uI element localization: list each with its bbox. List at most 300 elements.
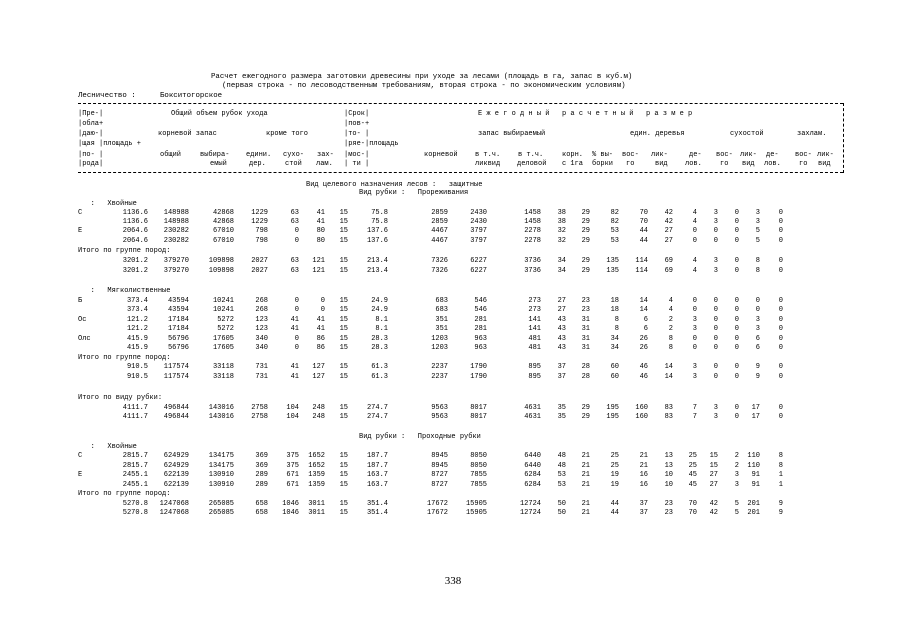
table-cell: 42 [664, 218, 673, 226]
table-cell: 41 [316, 218, 325, 226]
table-cell: 3 [692, 316, 697, 324]
table-cell: 201 [747, 509, 760, 517]
header-cell: |даю-| [78, 130, 104, 138]
table-cell: 2237 [431, 363, 448, 371]
table-cell: 546 [474, 297, 487, 305]
table-cell: 0 [778, 363, 783, 371]
table-cell: 0 [778, 404, 783, 412]
table-cell: 15 [339, 481, 348, 489]
table-cell: 53 [610, 227, 619, 235]
table-cell: 1 [778, 471, 783, 479]
table-cell: 63 [290, 267, 299, 275]
table-cell: 117574 [163, 363, 189, 371]
header-cell: в т.ч. [475, 151, 501, 159]
table-cell: 0 [713, 325, 718, 333]
table-cell: 35 [557, 413, 566, 421]
table-cell: 3797 [470, 237, 487, 245]
table-cell: 32 [557, 227, 566, 235]
table-cell: 683 [435, 306, 448, 314]
table-cell: 44 [639, 237, 648, 245]
table-cell: 369 [255, 452, 268, 460]
table-cell: 42868 [212, 209, 234, 217]
table-cell: 86 [316, 335, 325, 343]
table-cell: 26 [639, 344, 648, 352]
table-cell: 21 [639, 452, 648, 460]
header-cell: лам. [316, 160, 333, 168]
table-cell: 75.8 [371, 209, 388, 217]
table-cell: 123 [255, 325, 268, 333]
table-cell: 121.2 [126, 316, 148, 324]
table-cell: 17672 [426, 509, 448, 517]
table-cell: 19 [610, 481, 619, 489]
table-cell: 6227 [470, 257, 487, 265]
table-cell: 69 [664, 267, 673, 275]
table-cell: 0 [778, 413, 783, 421]
table-cell: 41 [290, 373, 299, 381]
table-cell: 0 [778, 218, 783, 226]
table-cell: 15 [339, 344, 348, 352]
table-cell: 268 [255, 306, 268, 314]
table-cell: 148988 [163, 209, 189, 217]
table-cell: 28 [581, 373, 590, 381]
table-cell: 53 [610, 237, 619, 245]
table-cell: 0 [713, 335, 718, 343]
table-cell: 135 [606, 257, 619, 265]
table-cell: 15 [339, 335, 348, 343]
table-cell: 109898 [208, 267, 234, 275]
table-cell: 798 [255, 237, 268, 245]
table-cell: 141 [528, 316, 541, 324]
table-cell: 23 [664, 509, 673, 517]
header-cell: вид [818, 160, 831, 168]
table-cell: 671 [286, 481, 299, 489]
table-cell: 2430 [470, 209, 487, 217]
table-cell: 622139 [163, 481, 189, 489]
table-cell: 2064.6 [122, 237, 148, 245]
table-cell: 53 [557, 471, 566, 479]
table-cell: 117574 [163, 373, 189, 381]
table-cell: 213.4 [366, 267, 388, 275]
table-cell: 0 [734, 325, 739, 333]
table-cell: 187.7 [366, 462, 388, 470]
table-cell: 16 [639, 471, 648, 479]
table-cell: 14 [664, 363, 673, 371]
table-cell: 9 [778, 500, 783, 508]
header-cell: един. деревья [630, 130, 685, 138]
table-cell: 496844 [163, 404, 189, 412]
header-cell: корневой запас [158, 130, 217, 138]
table-cell: 34 [610, 344, 619, 352]
table-cell: 28 [581, 363, 590, 371]
report-subtitle: (первая строка - по лесоводственным требованиям, вторая строка - по экономическим условиям) [222, 82, 626, 90]
table-cell: 910.5 [126, 373, 148, 381]
table-cell: 3011 [308, 500, 325, 508]
table-cell: 44 [610, 500, 619, 508]
header-cell: Общий объем рубок ухода [171, 110, 268, 118]
table-cell: 248 [312, 404, 325, 412]
table-cell: 41 [316, 316, 325, 324]
table-cell: 1229 [251, 218, 268, 226]
table-cell: 23 [581, 297, 590, 305]
table-cell: 5 [755, 237, 760, 245]
table-cell: 3 [734, 481, 739, 489]
table-cell: 373.4 [126, 306, 148, 314]
table-cell: 21 [639, 462, 648, 470]
table-cell: 0 [713, 306, 718, 314]
table-cell: 496844 [163, 413, 189, 421]
section-purpose: Вид целевого назначения лесов : защитные [306, 181, 483, 189]
header-cell: вос- [716, 151, 733, 159]
table-cell: 289 [255, 481, 268, 489]
group-name: : Хвойные [78, 443, 137, 451]
table-cell: 195 [606, 413, 619, 421]
table-cell: 0 [734, 344, 739, 352]
table-cell: 25 [610, 462, 619, 470]
table-cell: 46 [639, 363, 648, 371]
table-cell: 1458 [524, 218, 541, 226]
header-cell: лов. [685, 160, 702, 168]
table-cell: 25 [688, 462, 697, 470]
table-cell: 4 [668, 306, 673, 314]
section-felling-type: Вид рубки : Проходные рубки [359, 433, 481, 441]
table-cell: 622139 [163, 471, 189, 479]
table-cell: 14 [664, 373, 673, 381]
table-cell: 8.1 [375, 316, 388, 324]
table-cell: 265085 [208, 500, 234, 508]
header-cell: лик- [651, 151, 668, 159]
table-cell: 0 [713, 344, 718, 352]
table-cell: 63 [290, 218, 299, 226]
table-cell: 274.7 [366, 404, 388, 412]
table-cell: 15 [339, 209, 348, 217]
table-cell: 135 [606, 267, 619, 275]
table-cell: 3 [755, 325, 760, 333]
table-cell: 4631 [524, 413, 541, 421]
table-cell: 2859 [431, 209, 448, 217]
table-cell: 3011 [308, 509, 325, 517]
table-cell: 83 [664, 413, 673, 421]
table-cell: 8 [668, 335, 673, 343]
table-cell: 50 [557, 500, 566, 508]
header-cell: вид [655, 160, 668, 168]
table-cell: 17605 [212, 344, 234, 352]
table-cell: 0 [692, 335, 697, 343]
table-cell: 160 [635, 404, 648, 412]
table-cell: 0 [734, 373, 739, 381]
table-cell: 67010 [212, 227, 234, 235]
table-cell: 31 [581, 316, 590, 324]
table-cell: 31 [581, 344, 590, 352]
table-cell: 6284 [524, 471, 541, 479]
table-cell: 5272 [217, 316, 234, 324]
table-cell: 2455.1 [122, 471, 148, 479]
header-cell: вос- [622, 151, 639, 159]
table-cell: 45 [688, 481, 697, 489]
table-cell: 137.6 [366, 227, 388, 235]
table-cell: 0 [734, 267, 739, 275]
table-cell: 281 [474, 325, 487, 333]
table-cell: 3 [692, 363, 697, 371]
table-cell: 44 [639, 227, 648, 235]
table-cell: 0 [294, 227, 299, 235]
group-total-label: Итого по группе пород: [78, 247, 171, 255]
table-cell: 163.7 [366, 481, 388, 489]
report-title: Расчет ежегодного размера заготовки древесины при уходе за лесами (площадь в га, запас в куб.м) [211, 73, 633, 81]
table-cell: 82 [610, 209, 619, 217]
table-cell: 1046 [282, 500, 299, 508]
table-cell: 481 [528, 344, 541, 352]
header-cell: |обла+ [78, 120, 104, 128]
table-cell: 37 [639, 500, 648, 508]
table-cell: 7855 [470, 481, 487, 489]
header-cell: деловой [517, 160, 547, 168]
table-cell: 0 [713, 297, 718, 305]
header-cell: с 1га [562, 160, 584, 168]
table-cell: 24.9 [371, 297, 388, 305]
table-cell: 2027 [251, 267, 268, 275]
table-cell: 4 [692, 218, 697, 226]
felling-total-label: Итого по виду рубки: [78, 394, 163, 402]
table-cell: 8017 [470, 413, 487, 421]
table-cell: 0 [692, 227, 697, 235]
header-cell: |мос-| [344, 151, 370, 159]
table-cell: 0 [778, 306, 783, 314]
header-cell: лов. [764, 160, 781, 168]
table-cell: 1247068 [159, 509, 189, 517]
table-cell: 0 [734, 335, 739, 343]
table-cell: 15 [339, 452, 348, 460]
table-cell: 70 [639, 218, 648, 226]
species-code: Е [78, 471, 83, 479]
header-cell: корневой [424, 151, 458, 159]
table-cell: 4 [692, 209, 697, 217]
table-cell: 63 [290, 257, 299, 265]
table-cell: 91 [751, 471, 760, 479]
table-cell: 70 [639, 209, 648, 217]
table-cell: 2237 [431, 373, 448, 381]
group-name: : Хвойные [78, 200, 137, 208]
header-cell: |Пре-| [78, 110, 104, 118]
table-cell: 7855 [470, 471, 487, 479]
header-cell: | ти | [344, 160, 370, 168]
table-cell: 56796 [167, 335, 189, 343]
table-cell: 29 [581, 218, 590, 226]
table-cell: 27 [557, 297, 566, 305]
header-cell: дер. [249, 160, 266, 168]
page-number: 338 [444, 575, 462, 587]
table-cell: 3 [713, 218, 718, 226]
table-cell: 10241 [212, 297, 234, 305]
table-cell: 265085 [208, 509, 234, 517]
table-cell: 8017 [470, 404, 487, 412]
table-cell: 15 [339, 471, 348, 479]
table-cell: 8945 [431, 462, 448, 470]
table-cell: 9 [755, 363, 760, 371]
table-cell: 5 [734, 500, 739, 508]
table-cell: 104 [286, 413, 299, 421]
table-cell: 963 [474, 344, 487, 352]
table-cell: 375 [286, 452, 299, 460]
table-cell: 0 [294, 335, 299, 343]
table-cell: 8727 [431, 481, 448, 489]
table-cell: 37 [639, 509, 648, 517]
table-cell: 25 [688, 452, 697, 460]
table-cell: 104 [286, 404, 299, 412]
table-cell: 15 [709, 462, 718, 470]
table-cell: 41 [290, 316, 299, 324]
table-cell: 6 [643, 325, 648, 333]
table-cell: 34 [610, 335, 619, 343]
table-cell: 27 [664, 237, 673, 245]
table-cell: 0 [294, 297, 299, 305]
table-cell: 130910 [208, 471, 234, 479]
table-cell: 0 [778, 267, 783, 275]
table-cell: 110 [747, 452, 760, 460]
table-cell: 82 [610, 218, 619, 226]
table-cell: 60 [610, 363, 619, 371]
table-cell: 43 [557, 325, 566, 333]
table-cell: 38 [557, 218, 566, 226]
table-cell: 15 [339, 237, 348, 245]
table-cell: 86 [316, 344, 325, 352]
table-cell: 8.1 [375, 325, 388, 333]
table-cell: 8 [614, 325, 619, 333]
table-cell: 121 [312, 267, 325, 275]
table-cell: 5270.8 [122, 500, 148, 508]
table-cell: 3 [755, 316, 760, 324]
species-code: Олс [78, 335, 91, 343]
table-cell: 29 [581, 237, 590, 245]
header-cell: сухо- [283, 151, 305, 159]
table-cell: 80 [316, 237, 325, 245]
species-code: С [78, 452, 83, 460]
table-cell: 248 [312, 413, 325, 421]
table-cell: 37 [557, 373, 566, 381]
table-cell: 0 [778, 257, 783, 265]
table-cell: 1359 [308, 481, 325, 489]
table-cell: 0 [294, 344, 299, 352]
table-cell: 70 [688, 509, 697, 517]
table-cell: 0 [778, 325, 783, 333]
header-cell: вос- [795, 151, 812, 159]
table-cell: 2 [734, 462, 739, 470]
table-cell: 1203 [431, 344, 448, 352]
table-cell: 0 [734, 257, 739, 265]
table-cell: 15 [339, 404, 348, 412]
table-cell: 0 [734, 297, 739, 305]
table-cell: 109898 [208, 257, 234, 265]
table-cell: 351 [435, 325, 448, 333]
table-cell: 201 [747, 500, 760, 508]
table-cell: 0 [692, 237, 697, 245]
table-cell: 44 [610, 509, 619, 517]
table-cell: 895 [528, 373, 541, 381]
header-cell: |Срок| [344, 110, 370, 118]
table-cell: 114 [635, 267, 648, 275]
table-cell: 379270 [163, 267, 189, 275]
table-cell: 0 [734, 316, 739, 324]
table-cell: 340 [255, 335, 268, 343]
table-cell: 8 [778, 452, 783, 460]
table-cell: 75.8 [371, 218, 388, 226]
header-cell: зах- [317, 151, 334, 159]
table-cell: 0 [734, 413, 739, 421]
table-cell: 38 [557, 209, 566, 217]
forestry-label: Лесничество : [78, 92, 136, 100]
table-cell: 41 [316, 325, 325, 333]
table-cell: 0 [778, 227, 783, 235]
table-cell: 213.4 [366, 257, 388, 265]
table-cell: 10 [664, 471, 673, 479]
table-cell: 61.3 [371, 363, 388, 371]
table-cell: 415.9 [126, 335, 148, 343]
table-cell: 2278 [524, 227, 541, 235]
table-cell: 2758 [251, 404, 268, 412]
table-cell: 23 [664, 500, 673, 508]
header-cell: выбира- [200, 151, 230, 159]
header-cell: общий [160, 151, 182, 159]
table-cell: 37 [557, 363, 566, 371]
table-cell: 27 [709, 471, 718, 479]
table-cell: 7 [692, 404, 697, 412]
table-cell: 2758 [251, 413, 268, 421]
table-cell: 3736 [524, 257, 541, 265]
table-cell: 2815.7 [122, 462, 148, 470]
header-cell: кроме того [266, 130, 309, 138]
table-cell: 15 [339, 373, 348, 381]
table-cell: 80 [316, 227, 325, 235]
table-cell: 0 [734, 363, 739, 371]
table-cell: 33118 [212, 373, 234, 381]
table-cell: 12724 [519, 509, 541, 517]
table-cell: 3 [755, 209, 760, 217]
table-cell: 26 [639, 335, 648, 343]
table-cell: 0 [778, 316, 783, 324]
table-cell: 3 [755, 218, 760, 226]
table-cell: 0 [692, 344, 697, 352]
header-frame-right [843, 103, 844, 173]
table-cell: 9563 [431, 413, 448, 421]
header-cell: сухостой [730, 130, 764, 138]
table-cell: 17672 [426, 500, 448, 508]
table-cell: 1136.6 [122, 209, 148, 217]
table-cell: 15 [339, 325, 348, 333]
table-cell: 121.2 [126, 325, 148, 333]
table-cell: 29 [581, 413, 590, 421]
table-cell: 32 [557, 237, 566, 245]
table-cell: 4 [692, 257, 697, 265]
table-cell: 17605 [212, 335, 234, 343]
table-cell: 21 [581, 481, 590, 489]
table-cell: 8 [614, 316, 619, 324]
group-total-label: Итого по группе пород: [78, 490, 171, 498]
table-cell: 41 [316, 209, 325, 217]
table-cell: 8 [755, 267, 760, 275]
table-cell: 3 [713, 209, 718, 217]
table-cell: 19 [610, 471, 619, 479]
table-cell: 1203 [431, 335, 448, 343]
table-cell: 4631 [524, 404, 541, 412]
table-cell: 731 [255, 363, 268, 371]
table-cell: 21 [581, 471, 590, 479]
table-cell: 2027 [251, 257, 268, 265]
table-cell: 0 [778, 209, 783, 217]
table-cell: 0 [713, 227, 718, 235]
table-cell: 5270.8 [122, 509, 148, 517]
table-cell: 7326 [431, 257, 448, 265]
table-cell: 42868 [212, 218, 234, 226]
table-cell: 5272 [217, 325, 234, 333]
